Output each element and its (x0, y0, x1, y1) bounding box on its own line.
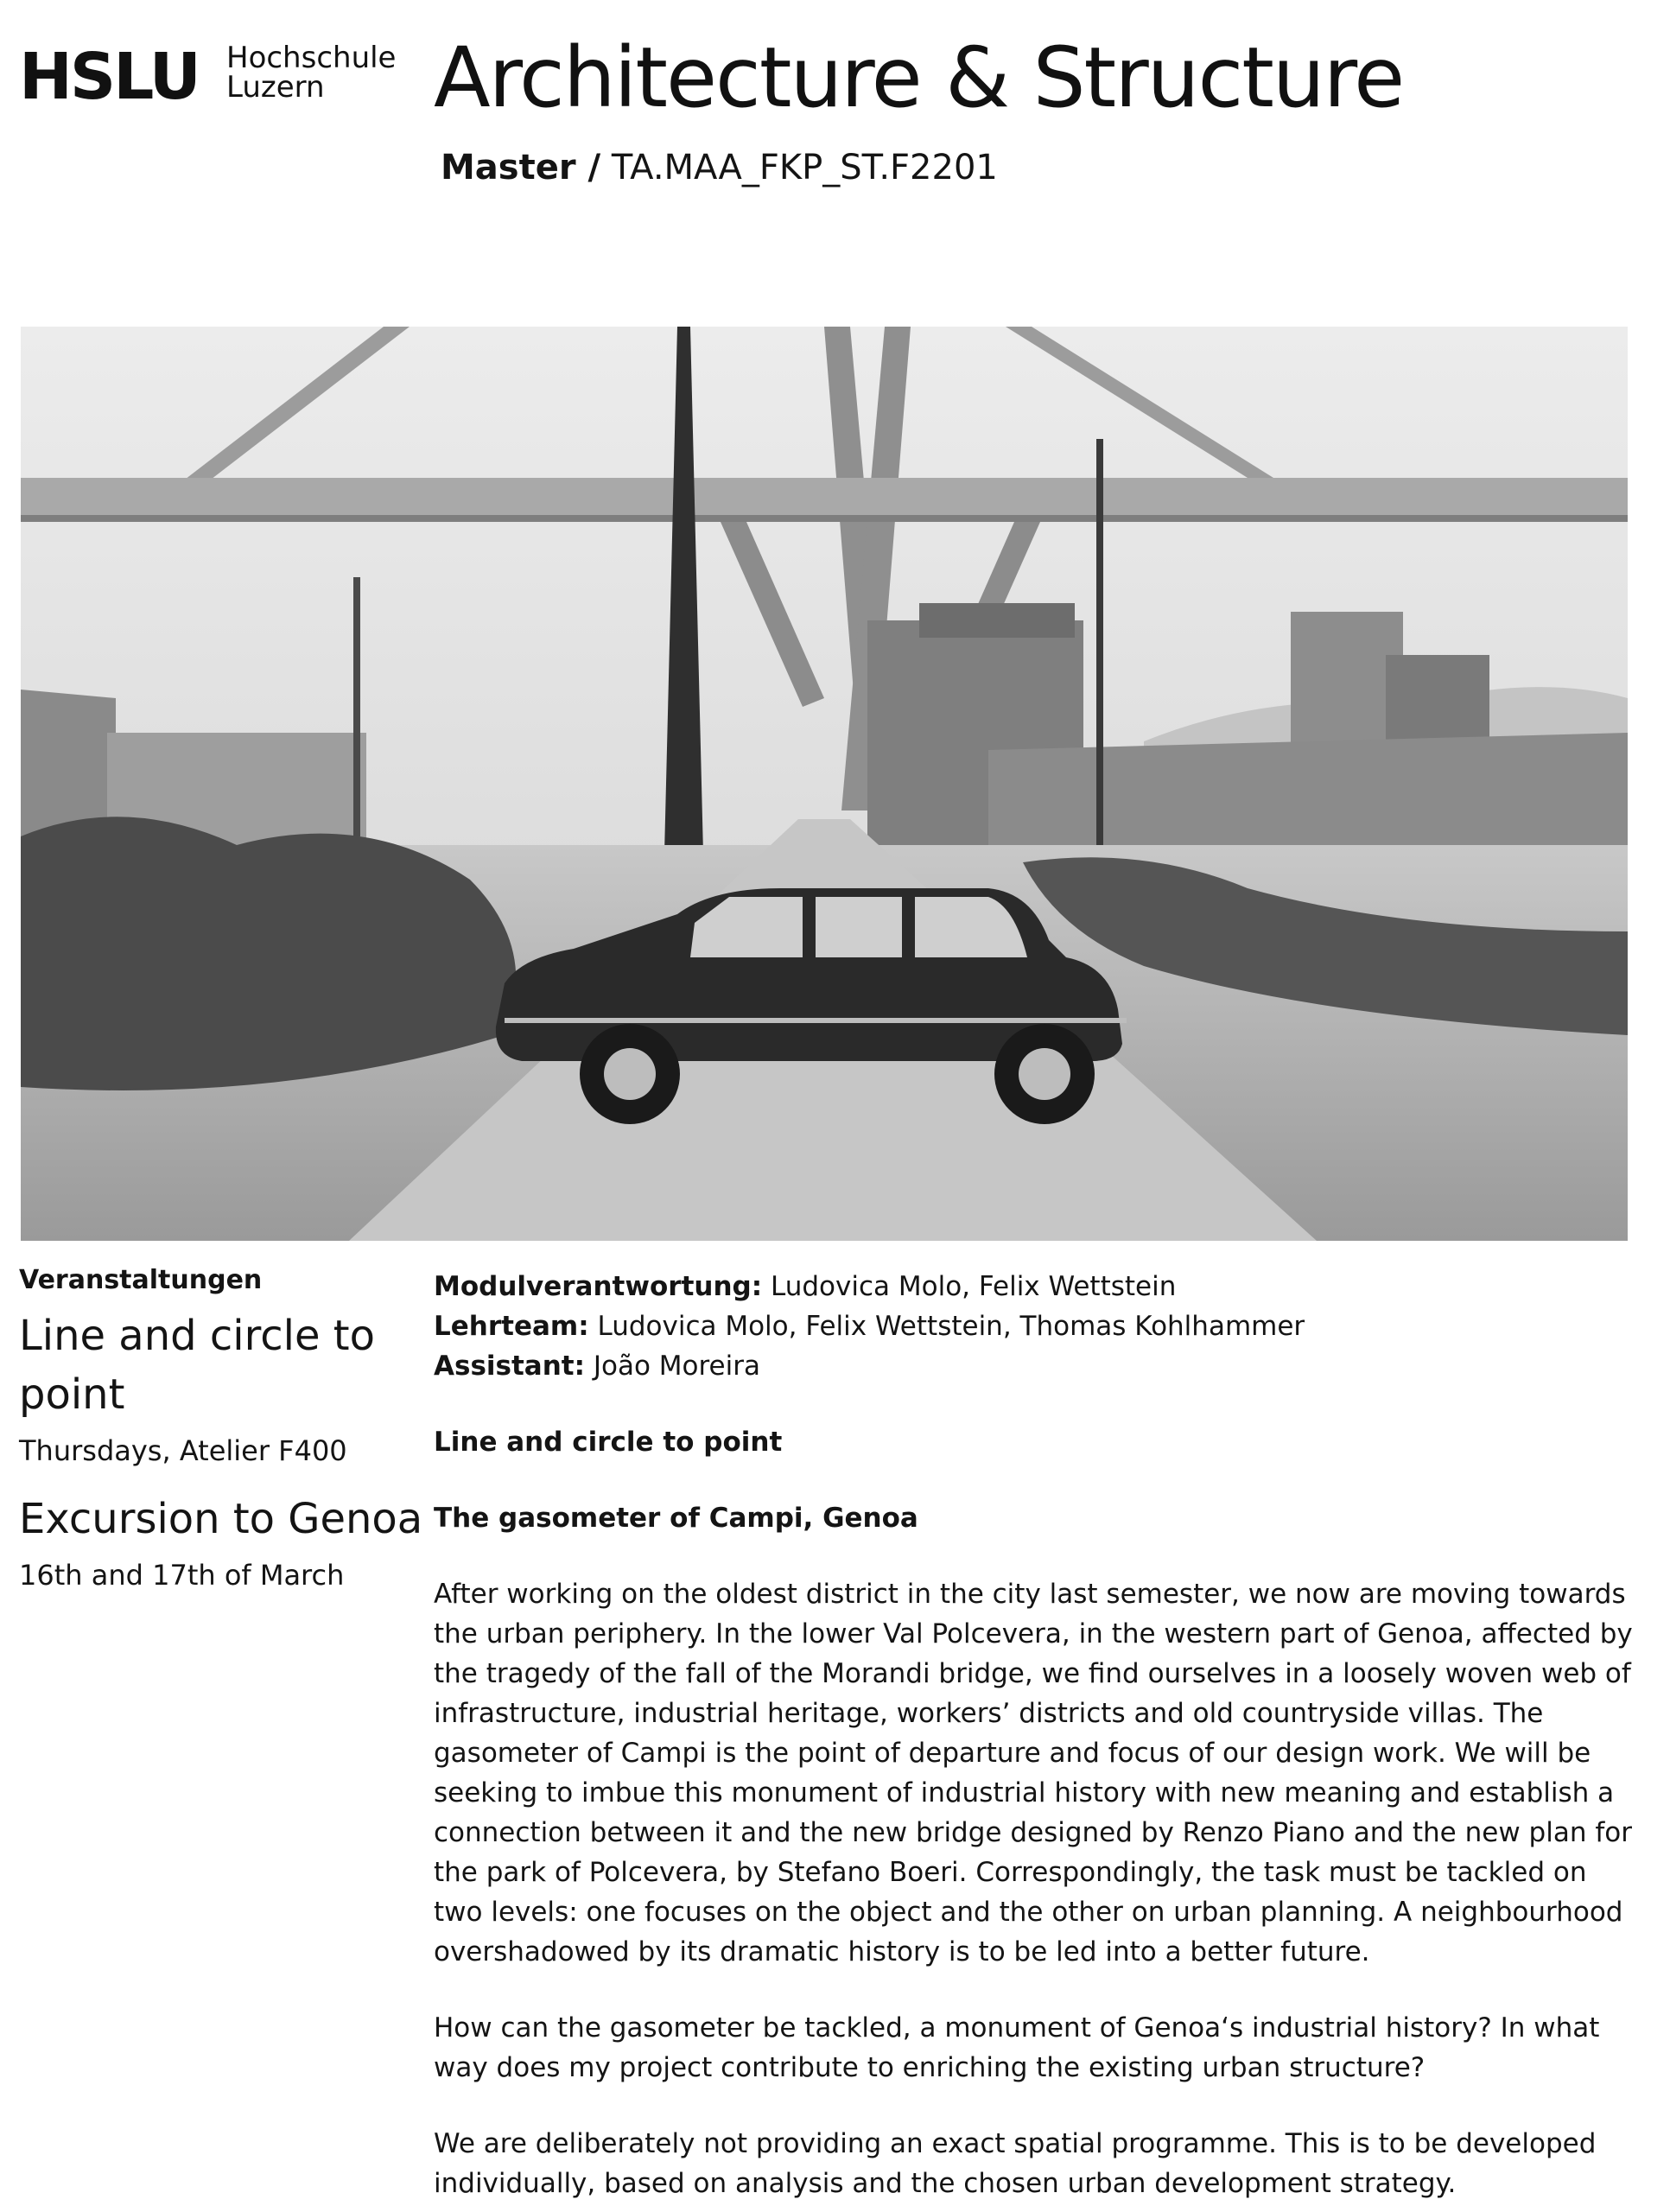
team-value: Ludovica Molo, Felix Wettstein, Thomas Kohlhammer (597, 1311, 1305, 1342)
event-detail: 16th and 17th of March (19, 1559, 345, 1592)
hero-photo (21, 327, 1628, 1241)
photo-illustration (21, 327, 1628, 1241)
body-paragraph: We are deliberately not providing an exact spatial programme. This is to be developed individually, based on analysis and the chosen urban development strategy. (434, 2128, 1597, 2199)
module-credit (434, 1267, 1643, 1306)
logo-subtitle (226, 41, 397, 105)
section-heading: Line and circle to point (434, 1427, 783, 1458)
body-paragraph: After working on the oldest district in the city last semester, we now are moving towards the urban periphery. In the lower Val Polcevera, in the western part of Genoa, affected by the tragedy of the fall of the Morandi bridge, we find ourselves in a loosely woven web of infrastructure, industrial heritage, workers’ districts and old countryside villas. The gasometer of Campi is the point of departure and focus of our design work. We will be seeking to imbue this monument of industrial history with new meaning and establish a connection between it and the new bridge designed by Renzo Piano and the new plan for the park of Polcevera, by Stefano Boeri. Correspondingly, the task must be tackled on two levels: one focuses on the object and the other on urban planning. A neighbourhood overshadowed by its dramatic history is to be led into a better future. (434, 1579, 1633, 1967)
event-sidebar (19, 1262, 425, 1614)
event-title: Excursion to Genoa (19, 1495, 423, 1543)
section-subheading: The gasometer of Campi, Genoa (434, 1503, 918, 1534)
assistant-label: Assistant: (434, 1351, 585, 1382)
team-label: Lehrteam: (434, 1311, 589, 1342)
event-detail: Thursdays, Atelier F400 (19, 1434, 347, 1467)
logo-line-2: Luzern (226, 70, 325, 105)
body-paragraph: How can the gasometer be tackled, a monument of Genoa‘s industrial history? In what way does my project contribute to enriching the existing urban structure? (434, 2012, 1600, 2083)
course-level: Master / (441, 148, 601, 188)
logo-mark: HSLU (19, 40, 199, 114)
course-line (441, 143, 998, 192)
logo-line-1: Hochschule (226, 41, 397, 75)
hslu-logo (19, 41, 416, 112)
module-value: Ludovica Molo, Felix Wettstein (771, 1271, 1177, 1302)
credits-block (434, 1267, 1643, 1386)
module-label: Modulverantwortung: (434, 1271, 763, 1302)
assistant-credit (434, 1346, 1643, 1386)
page-title: Architecture & Structure (434, 29, 1404, 126)
event-title: Line and circle to point (19, 1312, 375, 1419)
course-code: TA.MAA_FKP_ST.F2201 (611, 148, 998, 188)
team-credit (434, 1306, 1643, 1346)
main-content (434, 1267, 1643, 2203)
assistant-value: João Moreira (593, 1351, 760, 1382)
sidebar-label: Veranstaltungen (19, 1265, 263, 1295)
